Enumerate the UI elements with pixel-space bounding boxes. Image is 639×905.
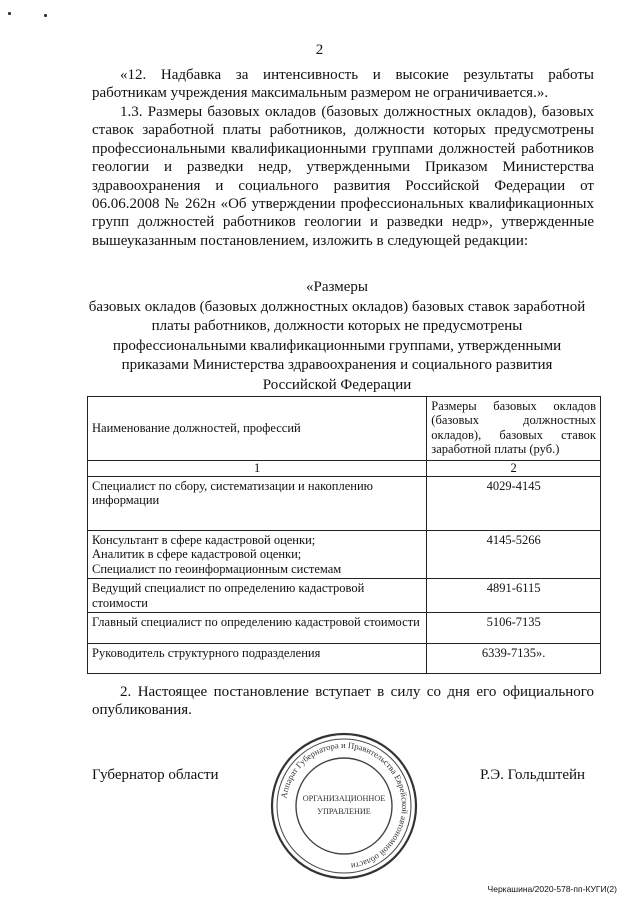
position-line: Аналитик в сфере кадастровой оценки; — [92, 547, 302, 562]
row-salary: 4145-5266 — [427, 531, 601, 579]
paragraph-12-text: «12. Надбавка за интенсивность и высокие результаты работы работникам учреждения максимальным размером не ограничивается.». — [92, 67, 594, 102]
footer-reference: Черкашина/2020-578-пп-КУГИ(2) — [487, 884, 617, 894]
stamp-center-line-2: УПРАВЛЕНИЕ — [317, 807, 371, 816]
paragraph-2 — [92, 683, 594, 720]
column-number-1: 1 — [88, 461, 427, 477]
stamp-center-ring — [296, 758, 392, 854]
page-number: 2 — [315, 42, 324, 58]
table-row — [88, 477, 601, 531]
table-heading — [80, 278, 594, 395]
table-row — [88, 579, 601, 613]
header-left: Наименование должностей, профессий — [88, 397, 427, 461]
stamp-ring-text: Аппарат Губернатора и Правительства Еврейской автономной области — [278, 739, 411, 872]
row-position — [88, 531, 427, 579]
paragraph-1-3-text: 1.3. Размеры базовых окладов (базовых должностных окладов), базовых ставок заработной платы работников, должности которых предусмотрены профессиональными квалификационными группами должностей работников геологии и разведки недр, утвержденными Приказом Министерства здравоохранения и социального развития Российской Федерации от 06.06.2008 № 262н «Об утверждении профессиональных квалификационных групп должностей работников геологии и разведки недр», утвержденные вышеуказанным постановлением, изложить в следующей редакции: — [92, 104, 594, 249]
paragraph-1-3 — [92, 103, 594, 250]
column-number-row — [88, 461, 601, 477]
scan-speck-2 — [44, 14, 47, 17]
row-salary: 4891-6115 — [427, 579, 601, 613]
row-position: Руководитель структурного подразделения — [88, 644, 427, 674]
row-position: Ведущий специалист по определению кадастровой стоимости — [88, 579, 427, 613]
row-salary: 4029-4145 — [427, 477, 601, 531]
scan-speck-1 — [8, 12, 11, 15]
stamp-inner-ring — [277, 739, 411, 873]
table-heading-line-2: базовых окладов (базовых должностных окладов) базовых ставок заработной — [88, 298, 586, 315]
column-number-2: 2 — [427, 461, 601, 477]
position-line: Специалист по геоинформационным системам — [92, 561, 342, 576]
stamp-center-line-1: ОРГАНИЗАЦИОННОЕ — [302, 794, 386, 803]
table-row — [88, 644, 601, 674]
row-salary: 6339-7135». — [427, 644, 601, 674]
signature-title: Губернатор области — [92, 767, 219, 783]
table-heading-line-3: платы работников, должности которых не предусмотрены — [151, 318, 523, 334]
table-header-row — [88, 397, 601, 461]
official-stamp — [268, 730, 420, 882]
paragraph-12 — [92, 66, 594, 103]
table-heading-line-6: Российской Федерации — [262, 376, 412, 393]
row-position: Главный специалист по определению кадастровой стоимости — [88, 613, 427, 644]
row-salary: 5106-7135 — [427, 613, 601, 644]
paragraph-2-text: 2. Настоящее постановление вступает в силу со дня его официального опубликования. — [92, 684, 594, 719]
table-heading-line-5: приказами Министерства здравоохранения и социального развития — [121, 357, 553, 373]
stamp-outer-ring — [272, 734, 416, 878]
table-heading-line-4: профессиональными квалификационными группами, утвержденными — [112, 337, 562, 354]
position-line: Консультант в сфере кадастровой оценки; — [92, 533, 316, 547]
table-row — [88, 531, 601, 579]
table-heading-line-1: «Размеры — [306, 279, 368, 295]
row-position: Специалист по сбору, систематизации и накоплению информации — [88, 477, 427, 531]
header-right: Размеры базовых окладов (базовых должностных окладов), базовых ставок заработной платы (руб.) — [427, 397, 601, 461]
table-row — [88, 613, 601, 644]
signature-name: Р.Э. Гольдштейн — [480, 767, 586, 783]
salary-table — [87, 396, 601, 674]
